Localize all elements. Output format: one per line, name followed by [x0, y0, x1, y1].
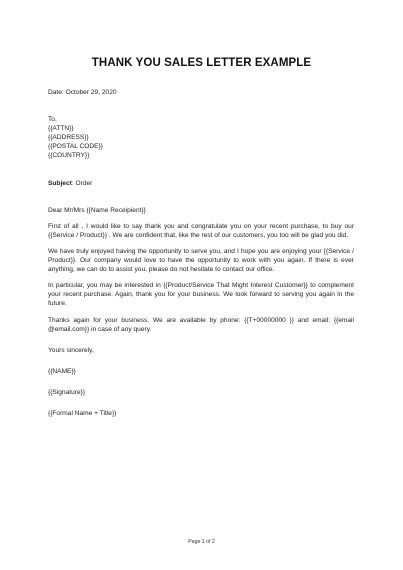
formal-name-placeholder: {{Formal Name + Title}} [48, 409, 117, 417]
address-to: To, [48, 116, 57, 124]
subject-label: Subject [48, 179, 72, 187]
subject-value: : Order [71, 179, 93, 187]
address-street: {{ADDRESS}} [48, 134, 89, 142]
closing: Yours sincerely, [48, 346, 94, 354]
paragraph-1: First of all , I would like to say thank you and congratulate you on your recent purchase, to buy our {{Service / Product}} . We are confident that, like the rest of our customers, you too will be glad you did. [48, 222, 354, 239]
salutation: Dear Mr/Mrs {{Name Receipient}} [48, 206, 146, 214]
recipient-address-block [48, 115, 354, 160]
signature-placeholder: {{Signature}} [48, 388, 86, 396]
subject-line [48, 179, 354, 188]
address-country: {{COUNTRY}} [48, 152, 90, 160]
address-attn: {{ATTN}} [48, 125, 74, 133]
paragraph-2: We have truly enjoyed having the opportunity to serve you, and I hope you are enjoying your {{Service / Product}}. Our company would love to have the opportunity to work with you again. If there is ever anything, we can do to assist you, please do not hesitate to contact our office. [48, 247, 354, 274]
date-line: Date: October 29, 2020 [48, 89, 117, 96]
page-footer: Page 1 of 2 [188, 539, 215, 545]
paragraph-4: Thanks again for your business. We are available by phone: {{T+00000000 }} and email: {{email @email.com}} in case of any query. [48, 316, 354, 333]
letter-body [48, 88, 354, 418]
name-placeholder: {{NAME}} [48, 367, 76, 375]
page-title: THANK YOU SALES LETTER EXAMPLE [91, 57, 312, 69]
address-postal-code: {{POSTAL CODE}} [48, 143, 103, 151]
paragraph-3: In particular, you may be interested in {{Product/Service That Might Interest Customer}} to complement your recent purchase. Again, thank you for your business. We look forward to serving you again in the future. [48, 282, 354, 308]
